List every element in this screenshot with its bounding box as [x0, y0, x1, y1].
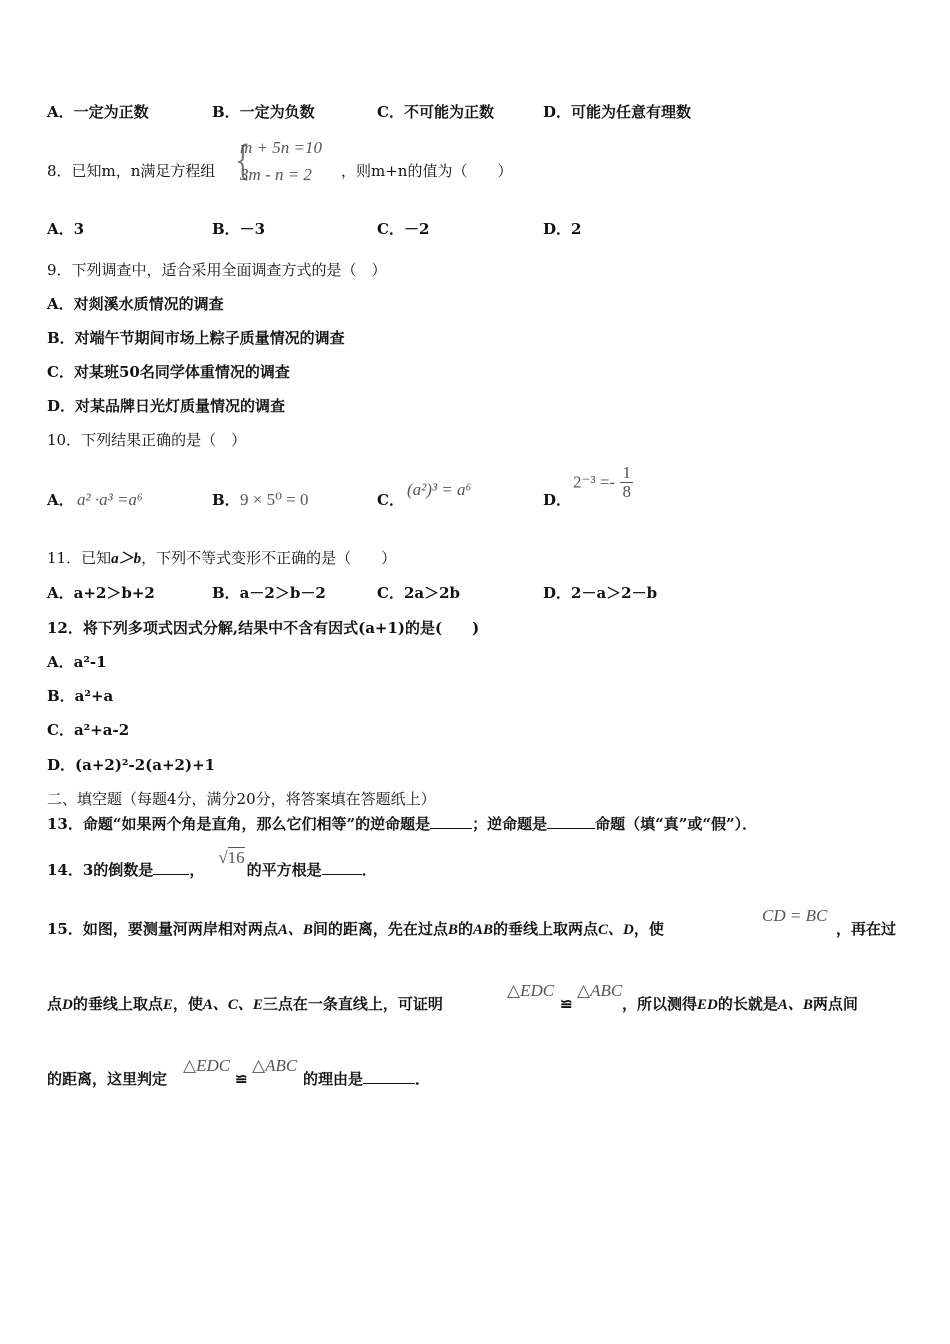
- q15-pt-ab: A、B: [277, 922, 313, 938]
- q15-l1-c: 的: [457, 920, 473, 938]
- q15-pt-cd: C、D: [597, 922, 634, 938]
- q10-label-d: D．: [543, 491, 572, 509]
- q10-expr-d: [573, 464, 633, 501]
- q12-stem: 12．将下列多项式因式分解,结果中不含有因式(a+1)的是( ): [47, 619, 480, 637]
- q15-l1-f: ，再在过: [836, 920, 897, 938]
- q15-l3-b: 的理由是: [303, 1070, 364, 1088]
- q15-pt-ace: A、C、E: [202, 997, 263, 1013]
- q14-text: [47, 848, 377, 880]
- q14-sqrt-arg: 16: [227, 848, 245, 867]
- q12-option-a: A．a²-1: [47, 653, 107, 671]
- q14-sqrt: [218, 848, 244, 868]
- q7-option-d: D．可能为任意有理数: [543, 103, 692, 121]
- q15-l2-cong: ≌: [560, 995, 573, 1013]
- q8-option-d: D．2: [543, 220, 582, 238]
- q10-label-a: A．: [47, 491, 74, 509]
- q13-text: [47, 814, 757, 834]
- q13-blank-1[interactable]: [430, 814, 472, 829]
- q15-l2-tri-edc: △EDC: [507, 981, 555, 1000]
- q10-label-b: B．: [212, 491, 240, 509]
- q11-option-a: A．a+2＞b+2: [47, 584, 155, 602]
- q13-blank-2[interactable]: [547, 814, 595, 829]
- q15-seg-ed: ED: [697, 997, 718, 1013]
- q15-l2-d: 三点在一条直线上，可证明: [262, 995, 443, 1013]
- q8-equation-system: [230, 134, 340, 190]
- q15-l3-tri-edc: △EDC: [183, 1056, 231, 1075]
- q13-part2: ；逆命题是: [472, 815, 548, 833]
- q12-option-d: D．(a+2)²-2(a+2)+1: [47, 756, 216, 774]
- q8-option-b: B．－3: [212, 220, 266, 238]
- q9-option-b: B．对端午节期间市场上粽子质量情况的调查: [47, 329, 345, 347]
- q15-line2-part2: [622, 994, 858, 1015]
- q11-stem-a: 11．已知: [47, 549, 112, 567]
- q15-line2-part1: [47, 994, 443, 1015]
- q11-stem: [47, 548, 396, 569]
- q15-pt-e: E: [162, 997, 173, 1013]
- q8-eq1: m + 5n =10: [240, 138, 322, 157]
- q11-option-b: B．a－2＞b－2: [212, 584, 326, 602]
- q15-l3-tri-abc: △ABC: [252, 1056, 298, 1075]
- q11-stem-var: a＞b: [111, 551, 142, 567]
- q11-option-d: D．2－a＞2－b: [543, 584, 658, 602]
- section2-heading: 二、填空题（每题4分，满分20分，将答案填在答题纸上）: [47, 790, 436, 808]
- q7-option-a: A．一定为正数: [47, 103, 149, 121]
- q14-radical-icon: √: [218, 848, 228, 867]
- q15-l2-c: ，使: [172, 995, 203, 1013]
- q13-part3: 命题（填“真”或“假”）．: [595, 815, 758, 833]
- q14-blank-1[interactable]: [153, 860, 189, 875]
- q14-part4: ．: [361, 861, 377, 879]
- q9-option-c: C．对某班50名同学体重情况的调查: [47, 363, 290, 381]
- q10-expr-b: 9 × 5⁰ = 0: [240, 490, 309, 509]
- q15-pt-d: D: [62, 997, 73, 1013]
- q10-expr-a: a² ·a³ =a⁶: [77, 490, 143, 509]
- q15-pt-ab-2: A、B: [777, 997, 813, 1013]
- q8-option-a: A．3: [47, 220, 85, 238]
- q10-label-c: C．: [377, 491, 404, 509]
- q15-line3-part2: [303, 1069, 430, 1089]
- q10-expr-d-numerator: 1: [622, 463, 631, 482]
- q8-prefix: 8．已知m，n满足方程组: [47, 162, 216, 180]
- q7-option-c: C．不可能为正数: [377, 103, 494, 121]
- q8-option-c: C．－2: [377, 220, 430, 238]
- q15-l2-e: ，所以测得: [622, 995, 698, 1013]
- q10-expr-c: (a²)³ = a⁶: [407, 480, 472, 499]
- q11-option-c: C．2a＞2b: [377, 584, 461, 602]
- q14-part2: ，: [189, 861, 205, 879]
- q8-suffix: ，则m+n的值为（ ）: [341, 162, 513, 180]
- q10-expr-d-fraction: [620, 464, 633, 501]
- q15-l3-a: 的距离，这里判定: [47, 1070, 168, 1088]
- q15-line1: [47, 919, 664, 940]
- q15-l1-d: 的垂线上取两点: [492, 920, 598, 938]
- q15-l1-a: 15．如图，要测量河两岸相对两点: [47, 920, 278, 938]
- q15-l2-b: 的垂线上取点: [72, 995, 163, 1013]
- q10-expr-d-lhs: 2⁻³ =-: [573, 472, 616, 492]
- q13-part1: 13．命题“如果两个角是直角，那么它们相等”的逆命题是: [47, 815, 431, 833]
- q10-stem: 10．下列结果正确的是（ ）: [47, 431, 247, 449]
- q15-blank[interactable]: [363, 1069, 415, 1084]
- q14-part3: 的平方根是: [246, 861, 322, 879]
- q15-l3-cong: ≌: [235, 1070, 248, 1088]
- q15-l2-a: 点: [47, 995, 63, 1013]
- q9-option-a: A．对剡溪水质情况的调查: [47, 295, 224, 313]
- q15-l1-e: ，使: [633, 920, 664, 938]
- q12-option-b: B．a²+a: [47, 687, 114, 705]
- q11-stem-b: ，下列不等式变形不正确的是（ ）: [141, 549, 397, 567]
- q15-l2-g: 两点间: [812, 995, 858, 1013]
- q8-brace: {: [235, 138, 251, 184]
- q15-l1-math: CD = BC: [762, 906, 828, 925]
- q9-option-d: D．对某品牌日光灯质量情况的调查: [47, 397, 286, 415]
- q10-expr-d-denominator: 8: [622, 482, 631, 501]
- q15-pt-b: B: [447, 922, 458, 938]
- q15-l1-b: 间的距离，先在过点: [312, 920, 448, 938]
- q12-option-c: C．a²+a-2: [47, 721, 130, 739]
- q9-stem: 9．下列调查中，适合采用全面调查方式的是（ ）: [47, 261, 387, 279]
- q8-eq2: 3m - n = 2: [240, 165, 312, 184]
- q15-l2-f: 的长就是: [717, 995, 778, 1013]
- q7-option-b: B．一定为负数: [212, 103, 315, 121]
- q15-l2-tri-abc: △ABC: [577, 981, 623, 1000]
- q15-seg-ab: AB: [472, 922, 493, 938]
- q14-blank-2[interactable]: [322, 860, 362, 875]
- q14-part1: 14．3的倒数是: [47, 861, 154, 879]
- q15-l3-c: ．: [415, 1070, 431, 1088]
